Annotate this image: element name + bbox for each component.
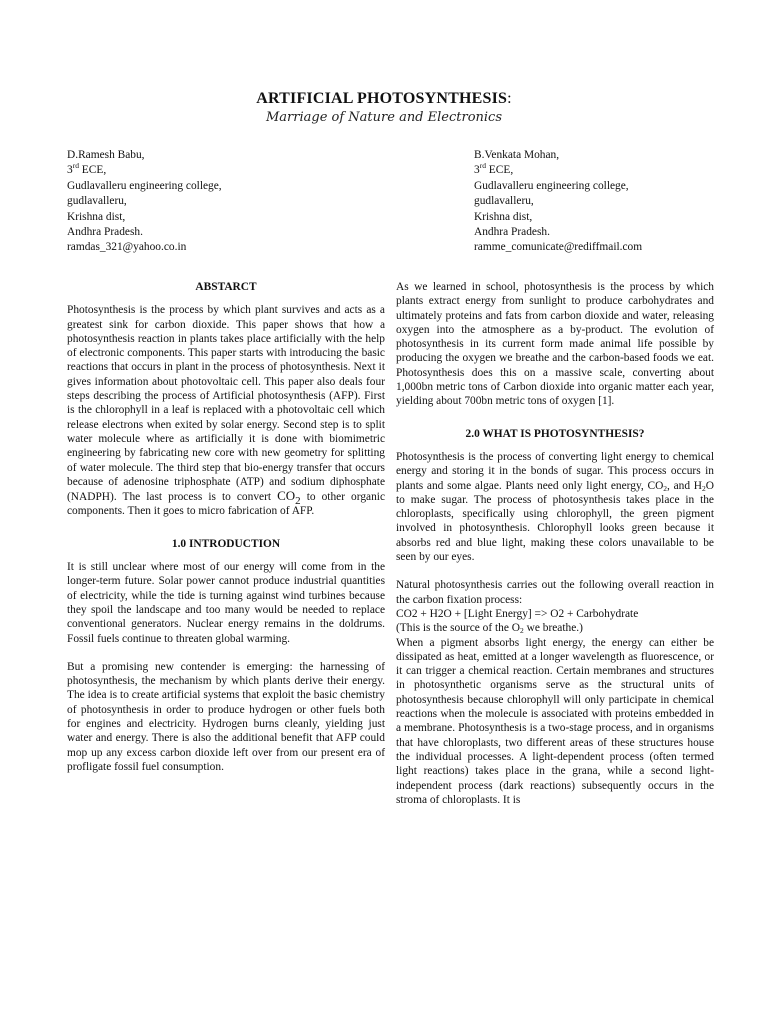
right-column: [396, 280, 714, 807]
author-district: Krishna dist,: [474, 210, 533, 223]
section2-paragraph-2: Natural photosynthesis carries out the following overall reaction in the carbon fixation process:: [396, 579, 714, 606]
introduction-paragraph-1: It is still unclear where most of our energy will come from in the longer-term future. Solar power cannot produce industrial quantities of electricity, while the tide is turning against wind turbines because they spoil the landscape and too many would be needed to replace conventional generators. Nuclear energy remains in the doldrums. Fossil fuels continue to threaten global warming.: [67, 561, 385, 645]
author-year: 3rd ECE,: [474, 161, 514, 177]
author-college: Gudlavalleru engineering college,: [474, 179, 629, 192]
author-state: Andhra Pradesh.: [67, 226, 143, 239]
reaction-equation: CO2 + H2O + [Light Energy] => O2 + Carbohydrate: [396, 607, 639, 620]
section2-heading: 2.0 WHAT IS PHOTOSYNTHESIS?: [465, 427, 645, 440]
oxygen-note: (This is the source of the $O_2$ we breathe.): [396, 622, 583, 636]
right-intro-paragraph: As we learned in school, photosynthesis is the process by which plants extract energy from sunlight to produce carbohydrates and ultimately proteins and fats from carbon dioxide and water, releasing oxygen into the atmosphere as a by-product. The evolution of photosynthesis in its current form made animal life possible by producing the oxygen we breathe and the carbon-based foods we eat. Photosynthesis does this on a massive scale, converting about 1,000bn metric tons of Carbon dioxide into organic matter each year, yielding about 700bn metric tons of oxygen [1].: [396, 281, 714, 408]
author-district: Krishna dist,: [67, 210, 126, 223]
introduction-paragraph-2: But a promising new contender is emerging: the harnessing of photosynthesis, the mechanism by which plants derive their energy. The idea is to create artificial systems that exploit the basic chemistry of photosynthesis in order to produce hydrogen or other fuels both for engines and electricity. Hydrogen burns cleanly, yielding just water and energy. There is also the additional benefit that AFP could mop up any excess carbon dioxide left over from our present era of profligate fossil fuel consumption.: [67, 660, 385, 773]
abstract-paragraph: Photosynthesis is the process by which plant survives and acts as a greatest sink for carbon dioxide. This paper shows that how a photosynthesis reaction in plants takes place artificially with the help of electronic components. This paper starts with introducing the basic reactions that occurs in plant in the process of photosynthesis. Next it gives information about photovoltaic cell. This paper also deals four steps describing the process of Artificial photosynthesis (AFP). First is the chlorophyll in a leaf is replaced with a photovoltaic cell which release electrons when exited by solar energy. Second step is to split water molecule where as artificially it is done with biomimetric engineering by fabricating new core with new geometry for splitting of water molecule. The third step that bio-energy transfer that occurs because of adenosine triphosphate (ATP) and sodium diphosphate (NADPH). The last process is to convert $CO_2$ to other organic components. Then it goes to micro fabrication of AFP.: [67, 304, 386, 518]
abstract-heading: ABSTARCT: [195, 281, 257, 293]
author-name: B.Venkata Mohan,: [474, 149, 560, 161]
author-town: gudlavalleru,: [474, 195, 534, 208]
author-year: 3rd ECE,: [67, 161, 107, 177]
author-block-left: [67, 148, 222, 256]
author-name: D.Ramesh Babu,: [67, 149, 145, 161]
paper-subtitle: Marriage of Nature and Electronics: [265, 110, 503, 125]
author-state: Andhra Pradesh.: [474, 226, 550, 239]
section2-paragraph-3: When a pigment absorbs light energy, the energy can either be dissipated as heat, emitted at a longer wavelength as fluorescence, or it can trigger a chemical reaction. Certain membranes and structures in photosynthetic organisms serve as the structural units of photosynthesis because chlorophyll will only participate in chemical reactions when the molecule is associated with proteins embedded in a membrane. Photosynthesis is a two-stage process, and in organisms that have chloroplasts, two different areas of these structures house the individual processes. A light-dependent process (often termed light reactions) takes place in the grana, while a second light-independent process (dark reactions) subsequently occurs in the stroma of chloroplasts. It is: [396, 636, 714, 806]
author-email: ramme_comunicate@rediffmail.com: [474, 241, 643, 254]
author-block-right: [474, 148, 642, 256]
introduction-heading: 1.0 INTRODUCTION: [171, 537, 281, 550]
section2-paragraph-1: Photosynthesis is the process of converting light energy to chemical energy and storing it in the bonds of sugar. This process occurs in plants and some algae. Plants need only light energy, $CO_2$, and $H_2O$ to make sugar. The process of photosynthesis takes place in the chloroplasts, specifically using chlorophyll, the green pigment involved in photosynthesis. Chlorophyll looks green because it absorbs red and blue light, making these colors unavailable to be seen by our eyes.: [396, 450, 714, 564]
paper-title: ARTIFICIAL PHOTOSYNTHESIS:: [256, 90, 512, 107]
left-column: [67, 280, 385, 774]
author-college: Gudlavalleru engineering college,: [67, 179, 222, 192]
author-email: ramdas_321@yahoo.co.in: [67, 241, 187, 254]
author-town: gudlavalleru,: [67, 195, 127, 208]
